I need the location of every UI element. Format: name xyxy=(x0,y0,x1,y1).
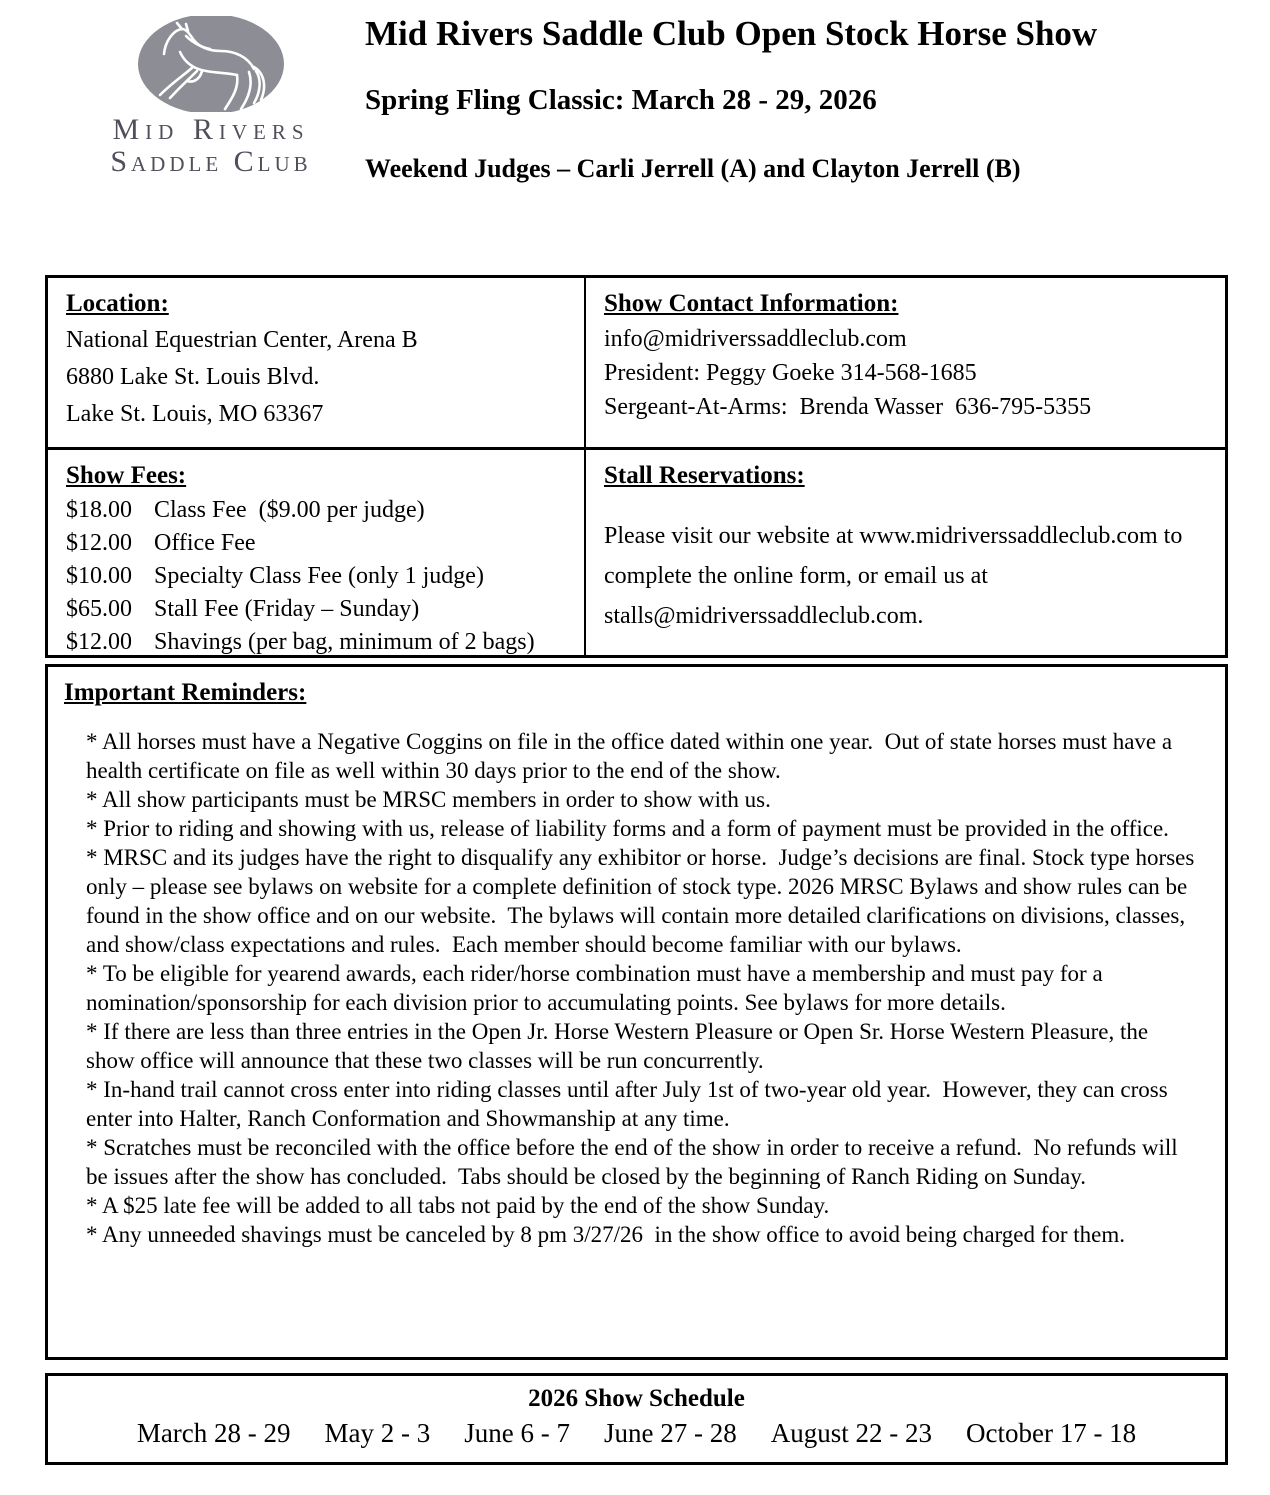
fee-row xyxy=(66,593,572,626)
reminders-list xyxy=(86,727,1201,1249)
schedule-dates xyxy=(48,1418,1225,1449)
contact-email: info@midriverssaddleclub.com xyxy=(604,326,907,352)
contact-heading: Show Contact Information: xyxy=(604,290,899,317)
fee-amount: $12.00 xyxy=(66,530,132,556)
fee-row xyxy=(66,494,572,527)
schedule-date: October 17 - 18 xyxy=(965,1418,1137,1448)
reminder-item: * Any unneeded shavings must be canceled by 8 pm 3/27/26 in the show office to avoid being charged for them. xyxy=(86,1222,1126,1247)
reminder-item: * All show participants must be MRSC members in order to show with us. xyxy=(86,787,771,812)
location-section xyxy=(48,278,586,450)
schedule-date: August 22 - 23 xyxy=(770,1418,932,1448)
fee-label: Class Fee ($9.00 per judge) xyxy=(154,497,425,523)
stalls-section xyxy=(586,450,1225,655)
schedule-date: March 28 - 29 xyxy=(136,1418,291,1448)
schedule-date: June 6 - 7 xyxy=(464,1418,570,1448)
schedule-date: June 27 - 28 xyxy=(604,1418,737,1448)
stalls-heading: Stall Reservations: xyxy=(604,462,805,489)
page-title: Mid Rivers Saddle Club Open Stock Horse Show xyxy=(365,14,1098,53)
fee-label: Stall Fee (Friday – Sunday) xyxy=(154,596,420,622)
logo-club-name-line2: Saddle Club xyxy=(110,144,312,178)
reminder-item: * Scratches must be reconciled with the office before the end of the show in order to receive a refund. No refunds will be issues after the show has concluded. Tabs should be closed by the beginning of Ranch Riding on Sunday. xyxy=(86,1135,1184,1189)
fee-label: Specialty Class Fee (only 1 judge) xyxy=(154,563,484,589)
reminders-section xyxy=(45,664,1228,1360)
horse-logo-icon xyxy=(136,16,286,112)
stalls-body: Please visit our website at www.midriverssaddleclub.com to complete the online form, or email us at stalls@midriverssaddleclub.com. xyxy=(604,523,1189,629)
logo-club-name-line1: Mid Rivers xyxy=(112,113,310,146)
fee-amount: $65.00 xyxy=(66,596,132,622)
club-logo xyxy=(83,12,339,177)
location-heading: Location: xyxy=(66,290,169,317)
location-venue: National Equestrian Center, Arena B xyxy=(66,327,418,353)
fee-row xyxy=(66,527,572,560)
fee-amount: $12.00 xyxy=(66,629,132,655)
contact-sergeant: Sergeant-At-Arms: Brenda Wasser 636-795-5355 xyxy=(604,394,1092,420)
schedule-date: May 2 - 3 xyxy=(324,1418,431,1448)
location-city: Lake St. Louis, MO 63367 xyxy=(66,401,324,427)
reminder-item: * All horses must have a Negative Coggins on file in the office dated within one year. Out of state horses must have a health certificate on file as well within 30 days prior to the end of the show. xyxy=(86,729,1178,783)
reminder-item: * If there are less than three entries in the Open Jr. Horse Western Pleasure or Open Sr. Horse Western Pleasure, the show office will announce that these two classes will be run concurrently. xyxy=(86,1019,1154,1073)
reminders-heading: Important Reminders: xyxy=(64,679,307,706)
fees-section xyxy=(48,450,586,655)
fee-label: Shavings (per bag, minimum of 2 bags) xyxy=(154,629,535,655)
fee-row xyxy=(66,560,572,593)
contact-section xyxy=(586,278,1225,450)
location-street: 6880 Lake St. Louis Blvd. xyxy=(66,364,320,390)
schedule-heading: 2026 Show Schedule xyxy=(528,1385,745,1412)
fees-heading: Show Fees: xyxy=(66,462,187,489)
contact-president: President: Peggy Goeke 314-568-1685 xyxy=(604,360,977,386)
fee-amount: $10.00 xyxy=(66,563,132,589)
fee-label: Office Fee xyxy=(154,530,256,556)
reminder-item: * In-hand trail cannot cross enter into riding classes until after July 1st of two-year old year. However, they can cross enter into Halter, Ranch Conformation and Showmanship at any time. xyxy=(86,1077,1174,1131)
reminder-item: * MRSC and its judges have the right to disqualify any exhibitor or horse. Judge’s decisions are final. Stock type horses only – please see bylaws on website for a complete definition of stock type. 2026 MRSC Bylaws and show rules can be found in the show office and on our website. The bylaws will contain more detailed clarifications on divisions, classes, and show/class expectations and rules. Each member should become familiar with our bylaws. xyxy=(86,845,1201,957)
reminder-item: * Prior to riding and showing with us, release of liability forms and a form of payment must be provided in the office. xyxy=(86,816,1169,841)
judges-line: Weekend Judges – Carli Jerrell (A) and Clayton Jerrell (B) xyxy=(365,154,1021,183)
fee-row xyxy=(66,626,572,655)
event-subtitle: Spring Fling Classic: March 28 - 29, 2026 xyxy=(365,84,877,116)
reminder-item: * To be eligible for yearend awards, each rider/horse combination must have a membership and must pay for a nomination/sponsorship for each division prior to accumulating points. See bylaws for more details. xyxy=(86,961,1109,1015)
reminder-item: * A $25 late fee will be added to all tabs not paid by the end of the show Sunday. xyxy=(86,1193,830,1218)
schedule-section xyxy=(45,1373,1228,1465)
info-table xyxy=(45,275,1228,658)
fee-amount: $18.00 xyxy=(66,497,132,523)
